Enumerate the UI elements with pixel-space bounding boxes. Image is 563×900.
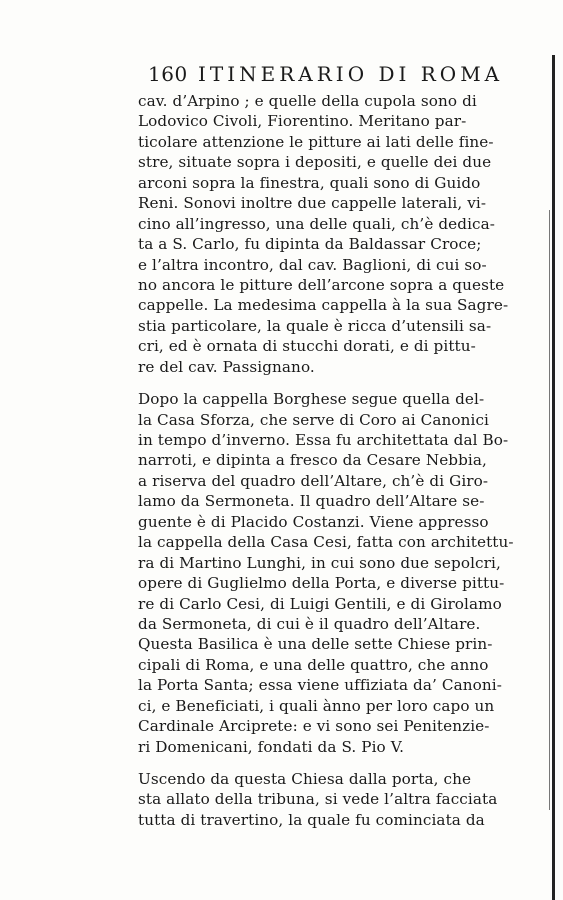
text-line: Reni. Sonovi inoltre due cappelle laterali, vi- xyxy=(138,194,487,213)
text-line: a riserva del quadro dell’Altare, ch’è di Giro- xyxy=(138,471,489,490)
text-line: e l’altra incontro, dal cav. Baglioni, di cui so- xyxy=(138,255,487,274)
text-line: ri Domenicani, fondati da S. Pio V. xyxy=(138,737,405,756)
text-line: tutta di travertino, la quale fu cominciata da xyxy=(138,810,485,829)
text-line: arconi sopra la finestra, quali sono di Guido xyxy=(138,173,481,192)
text-line: cri, ed è ornata di stucchi dorati, e di pittu- xyxy=(138,337,476,356)
text-line: Uscendo da questa Chiesa dalla porta, che xyxy=(138,770,472,788)
text-line: cino all’ingresso, una delle quali, ch’è dedica- xyxy=(138,214,496,233)
text-line: Cardinale Arciprete: e vi sono sei Penitenzie- xyxy=(138,717,490,736)
text-line: da Sermoneta, di cui è il quadro dell’Altare. xyxy=(138,614,481,633)
text-line: re del cav. Passignano. xyxy=(138,357,315,376)
text-line: stia particolare, la quale è ricca d’utensili sa- xyxy=(138,316,492,335)
page-edge-shadow xyxy=(552,55,555,900)
text-line: narroti, e dipinta a fresco da Cesare Nebbia, xyxy=(138,451,487,470)
body-text xyxy=(138,91,516,830)
text-line: stre, situate sopra i depositi, e quelle dei due xyxy=(138,153,492,172)
text-line: guente è di Placido Costanzi. Viene appresso xyxy=(138,512,489,531)
text-line: sta allato della tribuna, si vede l’altra facciata xyxy=(138,790,498,809)
text-line: Questa Basilica è una delle sette Chiese prin- xyxy=(138,635,493,654)
text-line: ra di Martino Lunghi, in cui sono due sepolcri, xyxy=(138,553,501,572)
text-line: la Casa Sforza, che serve di Coro ai Canonici xyxy=(138,410,490,429)
text-line: cappelle. La medesima cappella à la sua Sagre- xyxy=(138,296,509,315)
text-line: cipali di Roma, e una delle quattro, che anno xyxy=(138,655,489,674)
text-line: lamo da Sermoneta. Il quadro dell’Altare se- xyxy=(138,492,485,511)
paragraph xyxy=(138,769,516,830)
text-line: ticolare attenzione le pitture ai lati delle fine- xyxy=(138,132,494,151)
text-line: la cappella della Casa Cesi, fatta con architettu- xyxy=(138,533,514,552)
paragraph xyxy=(138,91,516,377)
text-line: cav. d’Arpino ; e quelle della cupola sono di xyxy=(138,92,477,110)
page-edge-line xyxy=(549,210,550,810)
paragraph xyxy=(138,634,516,757)
text-line: opere di Guglielmo della Porta, e diverse pittu- xyxy=(138,574,505,593)
running-title: ITINERARIO DI ROMA xyxy=(198,62,504,86)
text-line: no ancora le pitture dell’arcone sopra a queste xyxy=(138,275,505,294)
text-line: la Porta Santa; essa viene uffiziata da’ Canoni- xyxy=(138,676,502,695)
page-number: 160 xyxy=(148,62,188,86)
text-line: re di Carlo Cesi, di Luigi Gentili, e di Girolamo xyxy=(138,594,502,613)
text-line: in tempo d’inverno. Essa fu architettata dal Bo- xyxy=(138,431,509,449)
text-line: ci, e Beneficiati, i quali ànno per loro capo un xyxy=(138,696,495,715)
text-line: Dopo la cappella Borghese segue quella del- xyxy=(138,390,485,409)
paragraph xyxy=(138,389,516,634)
page-header xyxy=(148,62,518,90)
text-line: Lodovico Civoli, Fiorentino. Meritano par- xyxy=(138,112,467,131)
text-line: ta a S. Carlo, fu dipinta da Baldassar Croce; xyxy=(138,235,482,254)
